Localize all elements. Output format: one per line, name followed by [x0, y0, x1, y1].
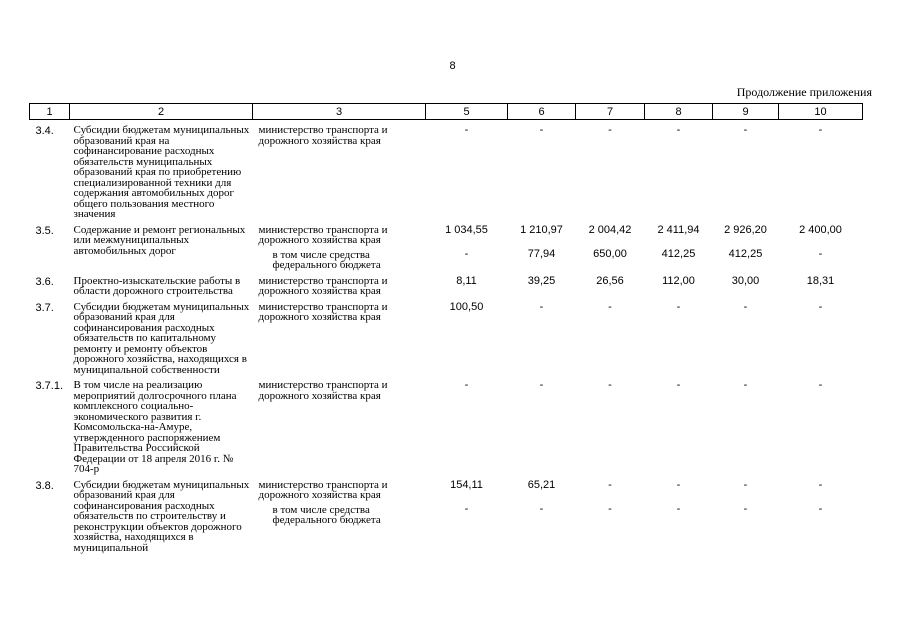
table-header-row	[30, 104, 863, 120]
value: -	[464, 379, 469, 391]
value-cell	[508, 297, 576, 376]
row-number: 3.8.	[35, 479, 54, 492]
value-cell	[645, 375, 713, 475]
value: 2 411,94	[657, 223, 700, 236]
value: -	[743, 379, 748, 391]
row-executor	[253, 120, 426, 220]
value-cell	[508, 220, 576, 271]
value-cell	[508, 375, 576, 475]
row-executor	[253, 220, 426, 271]
value: 2 004,42	[588, 223, 632, 236]
row-description: Содержание и ремонт региональных или межмуниципальных автомобильных дорог	[73, 223, 246, 257]
executor-name: министерство транспорта и дорожного хозяйства края	[258, 379, 388, 402]
value-cell	[779, 375, 863, 475]
row-number: 3.7.1.	[35, 380, 64, 392]
value: -	[743, 124, 748, 136]
executor-name: министерство транспорта и дорожного хозяйства края	[258, 300, 388, 323]
value: -	[539, 124, 544, 136]
value-cell	[426, 220, 508, 271]
row-description: Субсидии бюджетам муниципальных образований края для софинансирования расходных обязательств по строительству и реконструкции объектов дорожного хозяйства, находящихся в муниципальной	[73, 478, 250, 554]
value: 112,00	[662, 274, 695, 287]
value-cell	[713, 220, 779, 271]
value-cell	[713, 271, 779, 297]
column-header: 6	[508, 104, 576, 120]
executor-subnote: в том числе средства федерального бюджета	[272, 503, 381, 526]
subvalue: -	[464, 503, 469, 515]
table-row	[30, 375, 863, 475]
value: 2 926,20	[724, 223, 767, 236]
page-number: 8	[449, 60, 456, 72]
value: 1 210,97	[520, 223, 563, 236]
table-row	[30, 475, 863, 554]
row-executor	[253, 271, 426, 297]
appendix-table	[29, 103, 863, 553]
column-header: 10	[779, 104, 863, 120]
value: 39,25	[527, 274, 556, 287]
subvalue: 650,00	[593, 248, 627, 260]
subvalue: -	[464, 248, 469, 260]
value-cell	[576, 220, 645, 271]
value: 8,11	[456, 274, 477, 287]
value: 18,31	[806, 274, 835, 287]
table-row	[30, 297, 863, 376]
value-cell	[426, 297, 508, 376]
subvalue: 77,94	[527, 248, 556, 260]
column-header: 2	[70, 104, 253, 120]
value-cell	[426, 475, 508, 554]
value: -	[818, 124, 823, 136]
value: 65,21	[527, 478, 556, 491]
column-header: 7	[576, 104, 645, 120]
value: 2 400,00	[799, 223, 842, 236]
row-description: Проектно-изыскательские работы в области дорожного строительства	[73, 274, 241, 297]
value: 1 034,55	[445, 223, 488, 236]
value-cell	[713, 475, 779, 554]
table-row	[30, 120, 863, 220]
value: -	[608, 478, 612, 491]
value-cell	[645, 120, 713, 220]
value-cell	[576, 475, 645, 554]
value-cell	[779, 271, 863, 297]
executor-name: министерство транспорта и дорожного хозяйства края	[258, 478, 388, 501]
value-cell	[508, 120, 576, 220]
column-header: 1	[30, 104, 70, 120]
value-cell	[779, 220, 863, 271]
row-description: Субсидии бюджетам муниципальных образований края для софинансирования расходных обязательств по капитальному ремонту и ремонту объектов дорожного хозяйства, находящихся в муниципальной собственности	[73, 300, 250, 376]
subvalue: -	[539, 503, 544, 515]
row-executor	[253, 297, 426, 376]
value-cell	[779, 475, 863, 554]
value-cell	[645, 297, 713, 376]
column-header: 9	[713, 104, 779, 120]
executor-name: министерство транспорта и дорожного хозяйства края	[258, 124, 388, 147]
value-cell	[576, 271, 645, 297]
value-cell	[645, 220, 713, 271]
value: -	[818, 300, 823, 313]
subvalue: -	[608, 503, 612, 515]
subvalue: -	[676, 503, 681, 515]
value-cell	[576, 120, 645, 220]
continuation-label: Продолжение приложения	[736, 85, 872, 99]
value-cell	[645, 475, 713, 554]
column-header: 8	[645, 104, 713, 120]
value-cell	[779, 297, 863, 376]
value: -	[743, 478, 748, 491]
value: -	[818, 379, 823, 391]
row-description: В том числе на реализацию мероприятий долгосрочного плана комплексного социально-экономического развития г. Комсомольска-на-Амуре, утвержденного распоряжением Правительства Российской Федерации от 18 апреля 2016 г. № 704-р	[73, 379, 237, 475]
value: -	[464, 124, 469, 136]
value-cell	[713, 375, 779, 475]
value-cell	[426, 271, 508, 297]
subvalue: -	[818, 503, 823, 515]
subvalue: -	[818, 248, 823, 260]
value-cell	[645, 271, 713, 297]
subvalue: 412,25	[728, 248, 763, 260]
value: -	[608, 124, 612, 136]
value: 26,56	[596, 274, 624, 287]
value-cell	[426, 375, 508, 475]
row-executor	[253, 375, 426, 475]
value-cell	[508, 475, 576, 554]
value-cell	[713, 297, 779, 376]
value: 30,00	[731, 274, 760, 287]
row-number: 3.5.	[35, 224, 54, 237]
value: -	[539, 300, 544, 313]
executor-name: министерство транспорта и дорожного хозяйства края	[258, 274, 388, 297]
value: -	[676, 300, 681, 313]
table-row	[30, 271, 863, 297]
value: -	[743, 300, 748, 313]
subvalue: -	[743, 503, 748, 515]
value-cell	[426, 120, 508, 220]
value: -	[676, 124, 681, 136]
executor-name: министерство транспорта и дорожного хозяйства края	[258, 223, 388, 246]
value: -	[608, 379, 612, 391]
row-number: 3.4.	[35, 125, 54, 137]
row-executor	[253, 475, 426, 554]
table-row	[30, 220, 863, 271]
value: -	[539, 379, 544, 391]
row-number: 3.7.	[35, 301, 54, 314]
row-description: Субсидии бюджетам муниципальных образований края на софинансирование расходных обязательств муниципальных образований края по приобретению специализированной техники для содержания автомобильных дорог общего пользования местного значения	[73, 124, 250, 220]
value: -	[608, 300, 612, 313]
column-header: 3	[253, 104, 426, 120]
value: 100,50	[449, 300, 484, 313]
subvalue: 412,25	[661, 248, 696, 260]
value: -	[676, 379, 681, 391]
value-cell	[713, 120, 779, 220]
value-cell	[576, 297, 645, 376]
row-number: 3.6.	[35, 275, 54, 288]
value-cell	[576, 375, 645, 475]
executor-subnote: в том числе средства федерального бюджета	[272, 248, 381, 271]
value: -	[676, 478, 681, 491]
value: -	[818, 478, 823, 491]
column-header: 5	[426, 104, 508, 120]
value: 154,11	[450, 478, 483, 491]
value-cell	[779, 120, 863, 220]
value-cell	[508, 271, 576, 297]
